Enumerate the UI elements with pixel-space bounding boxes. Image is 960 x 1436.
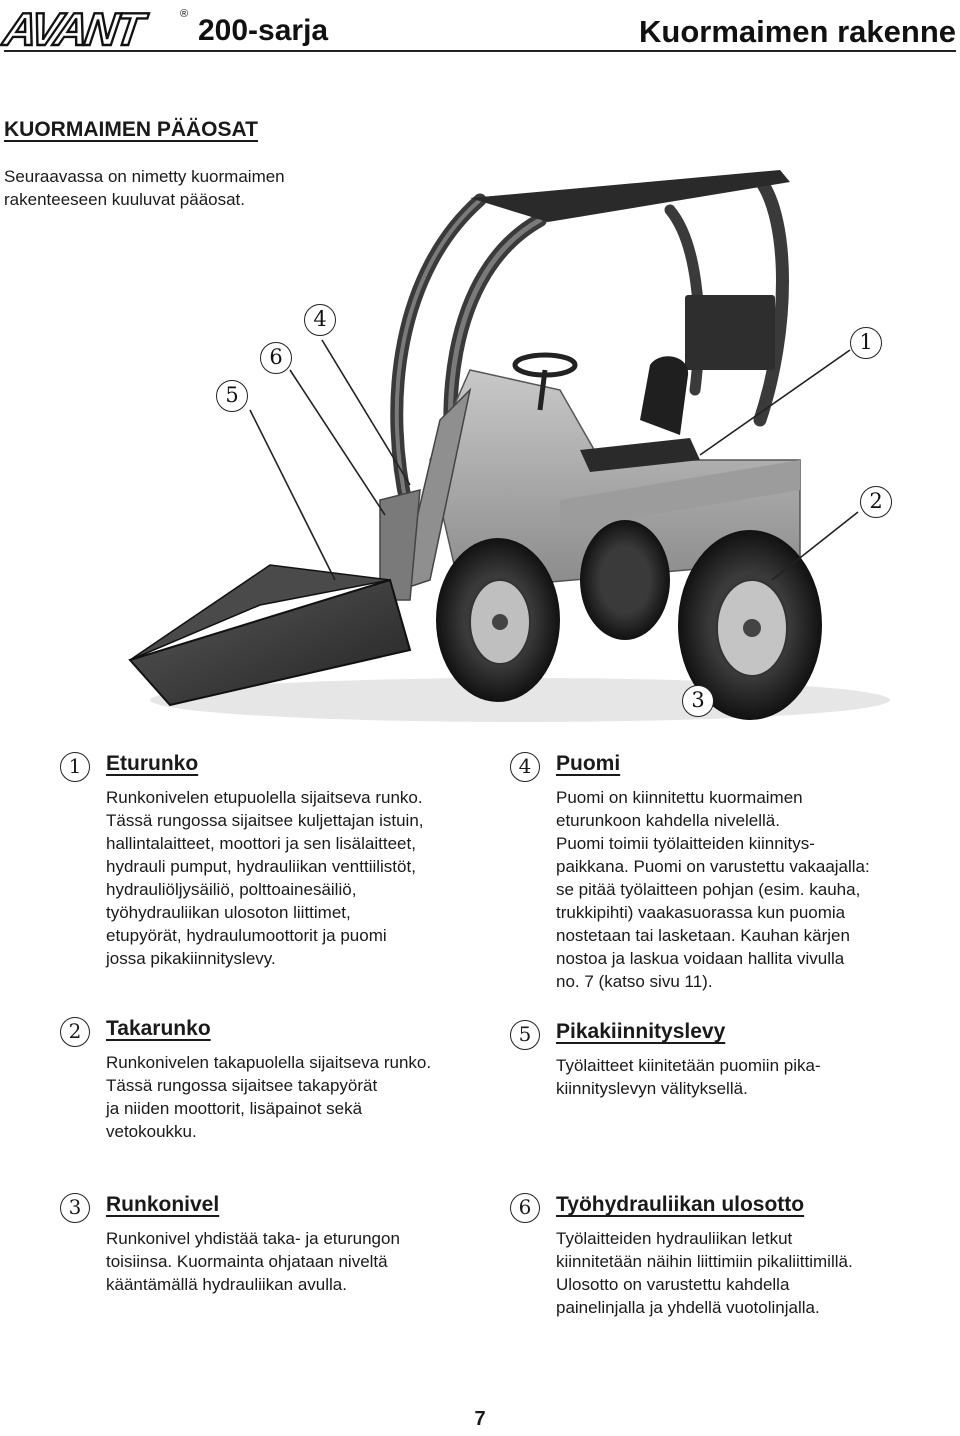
item-number: 5 bbox=[510, 1020, 540, 1050]
item-title: Runkonivel bbox=[106, 1193, 220, 1216]
item-body: Runkonivelen etupuolella sijaitseva runko. Tässä rungossa sijaitsee kuljettajan istuin, hallintalaitteet, moottori ja sen lisälaitteet, hydrauli pumput, hydrauliikan venttiilistöt, hydrauliöljysäiliö, polttoainesäiliö, työhydrauliikan ulosoton liittimet, etupyörät, hydraulumoottorit ja puomi jossa pikakiinnityslevy. bbox=[106, 788, 424, 968]
page-number: 7 bbox=[474, 1408, 486, 1430]
logo-wordmark: AVANT bbox=[0, 3, 145, 55]
item-runkonivel bbox=[60, 1193, 480, 1303]
item-body: Työlaitteiden hydrauliikan letkut kiinnitetään näihin liittimiin pikaliittimillä. Ulosotto on varustettu kahdella painelinjalla ja yhdellä vuotolinjalla. bbox=[556, 1229, 853, 1317]
item-title: Puomi bbox=[556, 752, 621, 775]
section-title: Kuormaimen rakenne bbox=[639, 14, 956, 49]
item-puomi bbox=[510, 752, 950, 992]
item-pikakiinnityslevy bbox=[510, 1020, 950, 1110]
item-takarunko bbox=[60, 1017, 480, 1147]
avant-logo bbox=[0, 3, 189, 55]
item-body: Työlaitteet kiinitetään puomiin pika- kiinnityslevyn välityksellä. bbox=[556, 1056, 821, 1098]
item-tyohydrauliikan-ulosotto bbox=[510, 1193, 950, 1323]
registered-mark-icon: ® bbox=[180, 8, 189, 20]
series-label: 200-sarja bbox=[198, 14, 329, 47]
canopy-roof bbox=[470, 170, 790, 222]
callout-4: 4 bbox=[304, 304, 336, 336]
callout-2: 2 bbox=[860, 486, 892, 518]
item-title: Työhydrauliikan ulosotto bbox=[556, 1193, 805, 1216]
item-body: Puomi on kiinnitettu kuormaimen eturunkoon kahdella nivelellä. Puomi toimii työlaitteiden kiinnitys- paikkana. Puomi on varustettu vakaajalla: se pitää työlaitteen pohjan (esim. kauha, trukkipihti) vaakasuorassa kun puomia nostetaan tai lasketaan. Kauhan kärjen nostoa ja laskua voidaan hallita vivulla no. 7 (katso sivu 11). bbox=[556, 788, 870, 991]
seat-back bbox=[640, 356, 688, 435]
item-number: 6 bbox=[510, 1193, 540, 1223]
intro-text: Seuraavassa on nimetty kuormaimen rakenteeseen kuuluvat pääosat. bbox=[4, 167, 285, 209]
rear-panel bbox=[685, 295, 775, 370]
callout-6: 6 bbox=[260, 342, 292, 374]
callout-5: 5 bbox=[216, 380, 248, 412]
item-title: Eturunko bbox=[106, 752, 199, 775]
front-right-wheel bbox=[580, 520, 670, 640]
loader-illustration bbox=[0, 160, 960, 730]
page-header bbox=[0, 0, 960, 60]
front-left-wheel bbox=[436, 538, 560, 702]
item-number: 2 bbox=[60, 1017, 90, 1047]
callout-1: 1 bbox=[850, 327, 882, 359]
item-eturunko bbox=[60, 752, 480, 972]
item-number: 1 bbox=[60, 752, 90, 782]
item-body: Runkonivelen takapuolella sijaitseva runko. Tässä rungossa sijaitsee takapyörät ja niiden moottorit, lisäpainot sekä vetokoukku. bbox=[106, 1053, 432, 1141]
item-number: 3 bbox=[60, 1193, 90, 1223]
item-title: Takarunko bbox=[106, 1017, 211, 1040]
page-heading: KUORMAIMEN PÄÄOSAT bbox=[4, 118, 258, 141]
item-body: Runkonivel yhdistää taka- ja eturungon toisiinsa. Kuormainta ohjataan niveltä kääntämällä hydrauliikan avulla. bbox=[106, 1229, 400, 1294]
callout-3: 3 bbox=[682, 685, 714, 717]
header-divider bbox=[4, 50, 956, 52]
item-title: Pikakiinnityslevy bbox=[556, 1020, 726, 1043]
item-number: 4 bbox=[510, 752, 540, 782]
